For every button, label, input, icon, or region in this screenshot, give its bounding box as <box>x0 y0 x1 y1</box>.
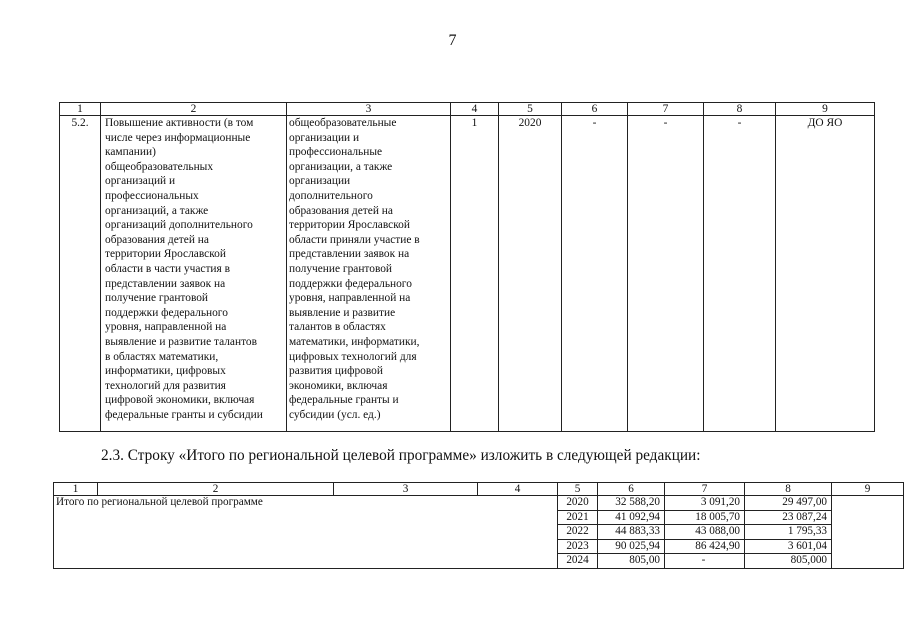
text-line: федеральные гранты и субсидии <box>105 408 263 421</box>
section-heading: 2.3. Строку «Итого по региональной целевой программе» изложить в следующей редакции: <box>101 447 701 464</box>
text-line: поддержки федерального <box>105 306 228 319</box>
year-cell: 2020 <box>558 496 598 511</box>
text-line: организаций, а также <box>105 204 209 217</box>
indicator-value: 1 <box>451 116 499 432</box>
text-line: экономики, включая <box>289 379 388 392</box>
text-line: получение грантовой <box>105 292 209 305</box>
text-line: организаций дополнительного <box>105 219 253 232</box>
funding-cell: 23 087,24 <box>745 510 832 525</box>
text-line: Повышение активности (в том <box>105 117 254 129</box>
text-line: общеобразовательные <box>289 117 397 129</box>
header-cell: 4 <box>478 483 558 496</box>
text-line: области в части участия в <box>105 262 230 275</box>
text-line: цифровых технологий для <box>289 350 417 363</box>
funding-cell: 805,000 <box>745 554 832 569</box>
text-line: организации, а также <box>289 160 393 173</box>
program-activities-table <box>59 102 875 432</box>
year-cell: 2022 <box>558 525 598 540</box>
text-line: выявление и развитие талантов <box>105 335 257 348</box>
funding-cell: 3 091,20 <box>665 496 745 511</box>
header-cell: 7 <box>628 103 704 116</box>
funding-cell: 3 601,04 <box>745 539 832 554</box>
header-cell: 3 <box>334 483 478 496</box>
text-line: кампании) <box>105 146 156 159</box>
text-line: получение грантовой <box>289 262 393 275</box>
text-line: дополнительного <box>289 189 373 202</box>
text-line: математики, информатики, <box>289 335 420 348</box>
total-funding-cell: 90 025,94 <box>598 539 665 554</box>
funding-cell: - <box>665 554 745 569</box>
program-total-table <box>53 482 904 569</box>
text-line: организаций и <box>105 175 176 188</box>
text-line: технологий для развития <box>105 379 226 392</box>
text-line: талантов в областях <box>289 321 386 334</box>
header-cell: 5 <box>499 103 562 116</box>
text-line: территории Ярославской <box>289 219 410 232</box>
header-cell: 9 <box>776 103 875 116</box>
header-cell: 2 <box>101 103 287 116</box>
total-label: Итого по региональной целевой программе <box>54 496 558 569</box>
text-line: профессиональные <box>289 146 383 159</box>
text-line: профессиональных <box>105 189 199 202</box>
text-line: общеобразовательных <box>105 160 214 173</box>
funding-cell: 1 795,33 <box>745 525 832 540</box>
text-line: развития цифровой <box>289 365 383 378</box>
funding-cell: - <box>562 116 628 432</box>
indicator-description <box>287 116 451 432</box>
total-funding-cell: 44 883,33 <box>598 525 665 540</box>
text-line: в областях математики, <box>105 350 219 363</box>
header-cell: 1 <box>60 103 101 116</box>
header-cell: 8 <box>745 483 832 496</box>
year-cell: 2023 <box>558 539 598 554</box>
text-line: образования детей на <box>289 204 393 217</box>
table-header-row <box>60 103 875 116</box>
header-cell: 2 <box>98 483 334 496</box>
text-line: территории Ярославской <box>105 248 226 261</box>
year-cell: 2020 <box>499 116 562 432</box>
header-cell: 3 <box>287 103 451 116</box>
year-cell: 2021 <box>558 510 598 525</box>
text-line: федеральные гранты и <box>289 394 399 407</box>
row-number: 5.2. <box>60 116 101 432</box>
executor-cell: ДО ЯО <box>776 116 875 432</box>
text-line: поддержки федерального <box>289 277 412 290</box>
text-line: информатики, цифровых <box>105 365 226 378</box>
text-line: организации и <box>289 131 360 144</box>
funding-cell: 29 497,00 <box>745 496 832 511</box>
text-line: выявление и развитие <box>289 306 396 319</box>
header-cell: 1 <box>54 483 98 496</box>
header-cell: 6 <box>598 483 665 496</box>
text-line: области приняли участие в <box>289 233 420 246</box>
text-line: уровня, направленной на <box>105 321 227 334</box>
funding-cell: - <box>704 116 776 432</box>
table-row <box>60 116 875 432</box>
funding-cell: 86 424,90 <box>665 539 745 554</box>
funding-cell: - <box>628 116 704 432</box>
activity-description <box>101 116 287 432</box>
header-cell: 5 <box>558 483 598 496</box>
funding-cell: 18 005,70 <box>665 510 745 525</box>
funding-cell: 43 088,00 <box>665 525 745 540</box>
text-line: уровня, направленной на <box>289 292 411 305</box>
year-cell: 2024 <box>558 554 598 569</box>
total-funding-cell: 805,00 <box>598 554 665 569</box>
text-line: организации <box>289 175 351 188</box>
text-line: субсидии (усл. ед.) <box>289 408 381 421</box>
empty-cell <box>832 496 904 569</box>
text-line: числе через информационные <box>105 131 251 144</box>
header-cell: 6 <box>562 103 628 116</box>
page-number: 7 <box>448 32 457 49</box>
table-header-row <box>54 483 904 496</box>
table-row <box>54 496 904 511</box>
header-cell: 9 <box>832 483 904 496</box>
header-cell: 7 <box>665 483 745 496</box>
total-funding-cell: 41 092,94 <box>598 510 665 525</box>
header-cell: 8 <box>704 103 776 116</box>
header-cell: 4 <box>451 103 499 116</box>
text-line: представлении заявок на <box>289 248 410 261</box>
text-line: представлении заявок на <box>105 277 226 290</box>
text-line: образования детей на <box>105 233 209 246</box>
total-funding-cell: 32 588,20 <box>598 496 665 511</box>
text-line: цифровой экономики, включая <box>105 394 255 407</box>
